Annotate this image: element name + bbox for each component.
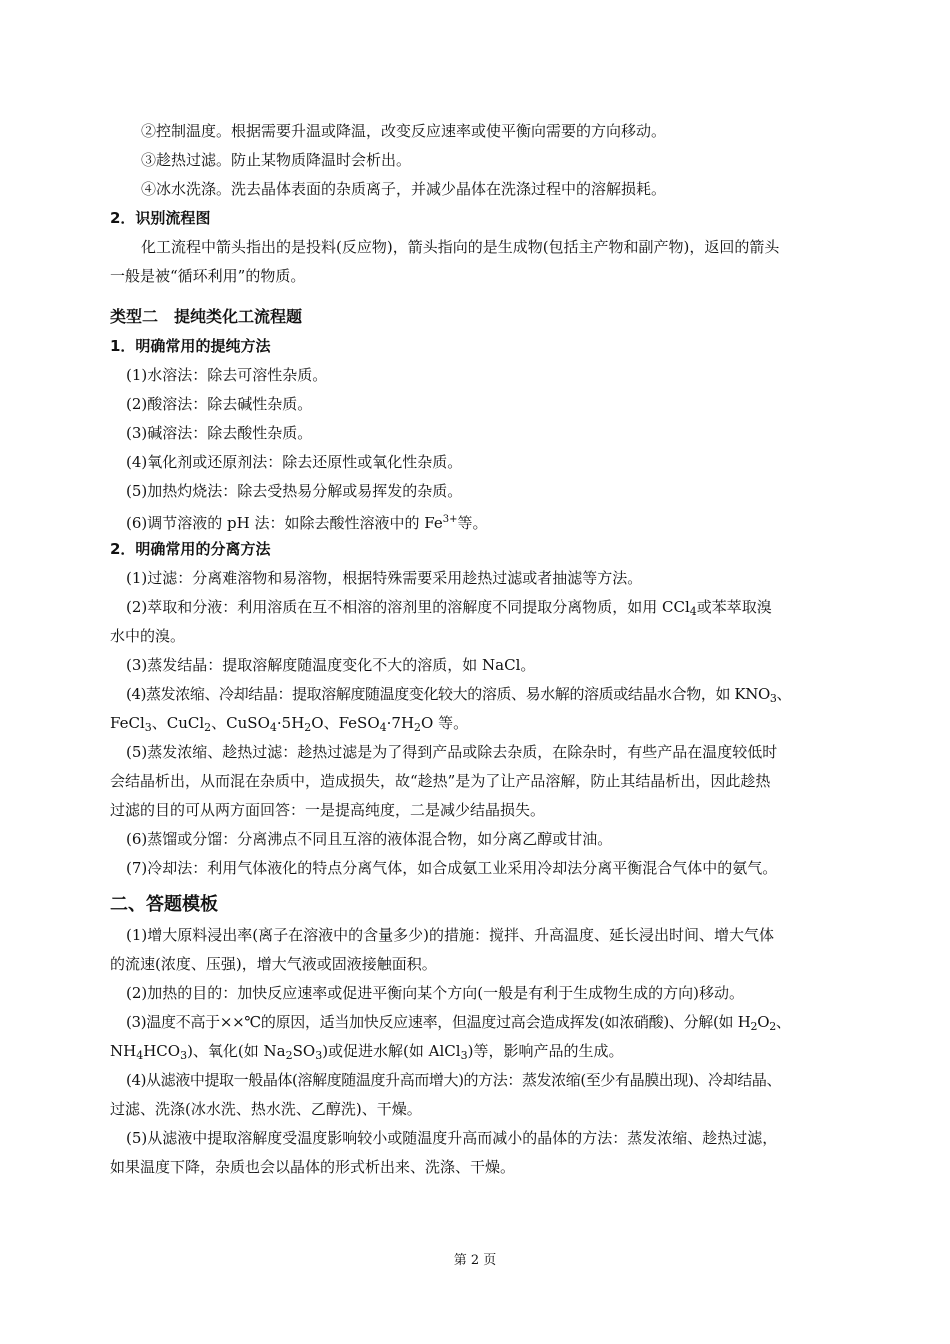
subscript: 3 [144,721,152,734]
text-run: O、FeSO [311,714,380,732]
list-item: (1)过滤：分离难溶物和易溶物，根据特殊需要采用趁热过滤或者抽滤等方法。 [126,569,643,587]
type-heading: 类型二 提纯类化工流程题 [110,307,303,326]
subscript: 4 [689,605,697,618]
paragraph-line: 一般是被“循环利用”的物质。 [110,267,306,285]
text-run: HCO [143,1042,181,1060]
list-item: (2)酸溶法：除去碱性杂质。 [126,395,313,413]
list-item [126,684,848,709]
subheading: 2．识别流程图 [110,209,211,227]
subscript: 2 [750,1020,758,1033]
text-run: 、CuSO [211,714,270,732]
section-heading: 二、答题模板 [110,894,218,915]
superscript: 3+ [442,514,458,525]
paragraph-line [110,1041,848,1066]
list-item: (7)冷却法：利用气体液化的特点分离气体，如合成氨工业采用冷却法分离平衡混合气体中的氨气。 [126,859,778,877]
subscript: 2 [769,1020,776,1033]
list-item: (1)水溶法：除去可溶性杂质。 [126,366,328,384]
subscript: 2 [204,721,212,734]
subscript: 3 [460,1049,468,1062]
paragraph-line: ③趁热过滤。防止某物质降温时会析出。 [141,151,412,169]
text-run: ·7H [386,714,415,732]
subscript: 2 [304,721,312,734]
paragraph-line: 过滤的目的可从两方面回答：一是提高纯度，二是减少结晶损失。 [110,801,546,819]
text-run: )或促进水解(如 AlCl [322,1042,461,1060]
list-item: (5)从滤液中提取溶解度受温度影响较小或随温度升高而减小的晶体的方法：蒸发浓缩、趁热过滤， [126,1129,778,1147]
paragraph-line: 会结晶析出，从而混在杂质中，造成损失，故“趁热”是为了让产品溶解，防止其结晶析出，因此趁热 [110,772,771,790]
text-run: 等。 [457,514,488,532]
list-item: (6)蒸馏或分馏：分离沸点不同且互溶的液体混合物，如分离乙醇或甘油。 [126,830,613,848]
paragraph-line [110,713,848,738]
text-run: NH [110,1042,137,1060]
subscript: 2 [414,721,422,734]
list-item [126,510,848,533]
list-item: (1)增大原料浸出率(离子在溶液中的含量多少)的措施：搅拌、升高温度、延长浸出时间、增大气体 [126,926,774,944]
paragraph-line: 过滤、洗涤(冰水洗、热水洗、乙醇洗)、干燥。 [110,1100,422,1118]
text-run: 或苯萃取溴 [696,598,772,616]
page-number: 第 2 页 [453,1253,497,1268]
subscript: 3 [315,1049,323,1062]
list-item: (3)碱溶法：除去酸性杂质。 [126,424,313,442]
text-run: )、氧化(如 Na [187,1042,286,1060]
list-item [126,1012,848,1037]
paragraph-line: ②控制温度。根据需要升温或降温，改变反应速率或使平衡向需要的方向移动。 [141,122,667,140]
text-run: 、CuCl [151,714,205,732]
text-run: SO [292,1042,316,1060]
text-run: 、 [776,685,792,703]
list-item: (4)氧化剂或还原剂法：除去还原性或氧化性杂质。 [126,453,463,471]
text-run: O [757,1013,770,1031]
paragraph-line: 水中的溴。 [110,627,186,645]
subheading: 2．明确常用的分离方法 [110,540,271,558]
list-item [126,597,848,622]
paragraph-line: 化工流程中箭头指出的是投料(反应物)，箭头指向的是生成物(包括主产物和副产物)，返回的箭头 [141,238,780,256]
subscript: 2 [285,1049,293,1062]
list-item: (4)从滤液中提取一般晶体(溶解度随温度升高而增大)的方法：蒸发浓缩(至少有晶膜出现)、冷却结晶、 [126,1071,782,1089]
text-run: )等，影响产品的生成。 [467,1042,624,1060]
text-run: (4)蒸发浓缩、冷却结晶：提取溶解度随温度变化较大的溶质、易水解的溶质或结晶水合物，如 KNO [126,685,770,703]
subheading: 1．明确常用的提纯方法 [110,337,271,355]
paragraph-line: 如果温度下降，杂质也会以晶体的形式析出来、洗涤、干燥。 [110,1158,516,1176]
subscript: 4 [136,1049,144,1062]
text-run: ·5H [276,714,305,732]
list-item: (5)蒸发浓缩、趁热过滤：趁热过滤是为了得到产品或除去杂质，在除杂时，有些产品在温度较低时 [126,743,778,761]
subscript: 3 [769,692,777,705]
list-item: (3)蒸发结晶：提取溶解度随温度变化不大的溶质，如 NaCl。 [126,656,536,674]
paragraph-line: 的流速(浓度、压强)，增大气液或固液接触面积。 [110,955,437,973]
subscript: 4 [269,721,277,734]
text-run: 、 [775,1013,791,1031]
text-run: O 等。 [421,714,469,732]
subscript: 3 [180,1049,188,1062]
paragraph-line: ④冰水洗涤。洗去晶体表面的杂质离子，并减少晶体在洗涤过程中的溶解损耗。 [141,180,667,198]
text-run: (2)萃取和分液：利用溶质在互不相溶的溶剂里的溶解度不同提取分离物质，如用 CCl [126,598,690,616]
text-run: FeCl [110,714,145,732]
text-run: (6)调节溶液的 pH 法：如除去酸性溶液中的 Fe [126,514,443,532]
text-run: (3)温度不高于××℃的原因，适当加快反应速率，但温度过高会造成挥发(如浓硝酸)、分解(如 H [126,1013,751,1031]
list-item: (5)加热灼烧法：除去受热易分解或易挥发的杂质。 [126,482,463,500]
subscript: 4 [379,721,387,734]
list-item: (2)加热的目的：加快反应速率或促进平衡向某个方向(一般是有利于生成物生成的方向)移动。 [126,984,744,1002]
